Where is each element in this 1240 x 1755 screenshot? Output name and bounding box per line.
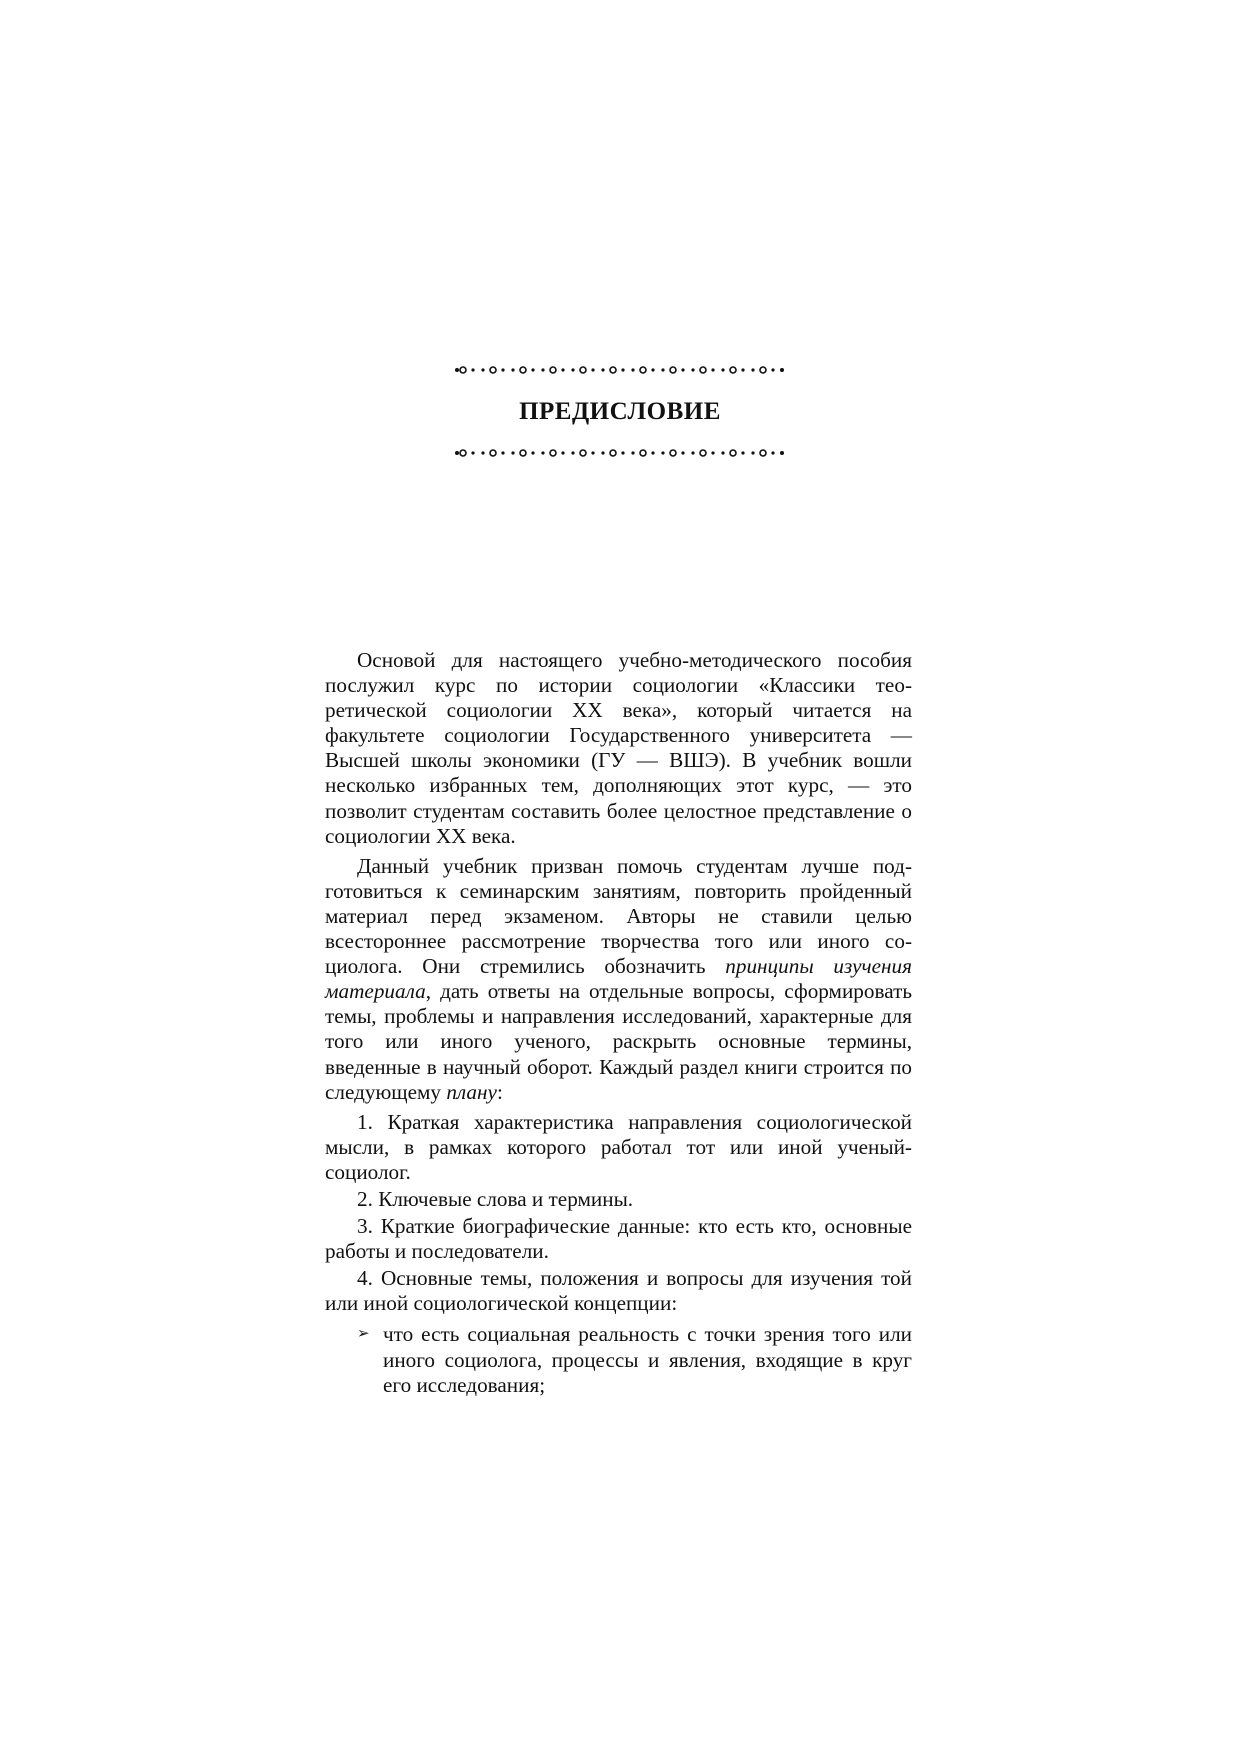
- paragraph-purpose-text-2: , дать ответы на отдельные вопросы, сформировать темы, проблемы и направления исследований, характерные для того или иного ученого, раскрыть основные термины, введенные в научный оборот. Каждый раздел книги строится по следующему: [325, 979, 912, 1104]
- plan-item-1: 1. Краткая характеристика направления социологической мысли, в рамках которого работал тот или иной ученый-социолог.: [325, 1109, 912, 1184]
- emphasis-plan: плану: [446, 1079, 497, 1104]
- bottom-ornament-rule: [455, 447, 785, 459]
- preface-body: [325, 648, 912, 1398]
- paragraph-intro: Основой для настоящего учебно-методического пособия послужил курс по истории социологии «Классики теоретической социологии XX века», который читается на факультете социологии Государственного университета — Высшей школы экономики (ГУ — ВШЭ). В учебник вошли несколько избранных тем, дополняющих этот курс, — это позволит студентам составить более целостное представление о социологии XX века.: [325, 648, 912, 848]
- paragraph-purpose: [325, 854, 912, 1105]
- top-ornament-rule: [455, 364, 785, 376]
- preface-header: [0, 364, 1240, 459]
- plan-item-3: 3. Краткие биографические данные: кто есть кто, основные работы и последователи.: [325, 1214, 912, 1264]
- paragraph-purpose-text-1: Данный учебник призван помочь студентам лучше подготовиться к семинарским занятиям, повторить пройденный материал перед экзаменом. Авторы не ставили целью всестороннее рассмотрение творчества того или иного социолога. Они стремились обозначить: [325, 853, 912, 979]
- bullet-item-text: что есть социальная реальность с точки зрения того или иного социолога, процессы и явления, входящие в круг его исследования;: [383, 1322, 912, 1397]
- emphasis-principles: принципы изучения материала: [325, 954, 912, 1004]
- plan-item-4: 4. Основные темы, положения и вопросы для изучения той или иной социологической концепции:: [325, 1266, 912, 1316]
- paragraph-purpose-text-3: :: [496, 1079, 503, 1104]
- bullet-item: [325, 1322, 912, 1397]
- plan-item-2: 2. Ключевые слова и термины.: [357, 1186, 634, 1211]
- arrow-bullet-icon: ➢: [357, 1326, 370, 1343]
- page-title: ПРЕДИСЛОВИЕ: [519, 398, 721, 425]
